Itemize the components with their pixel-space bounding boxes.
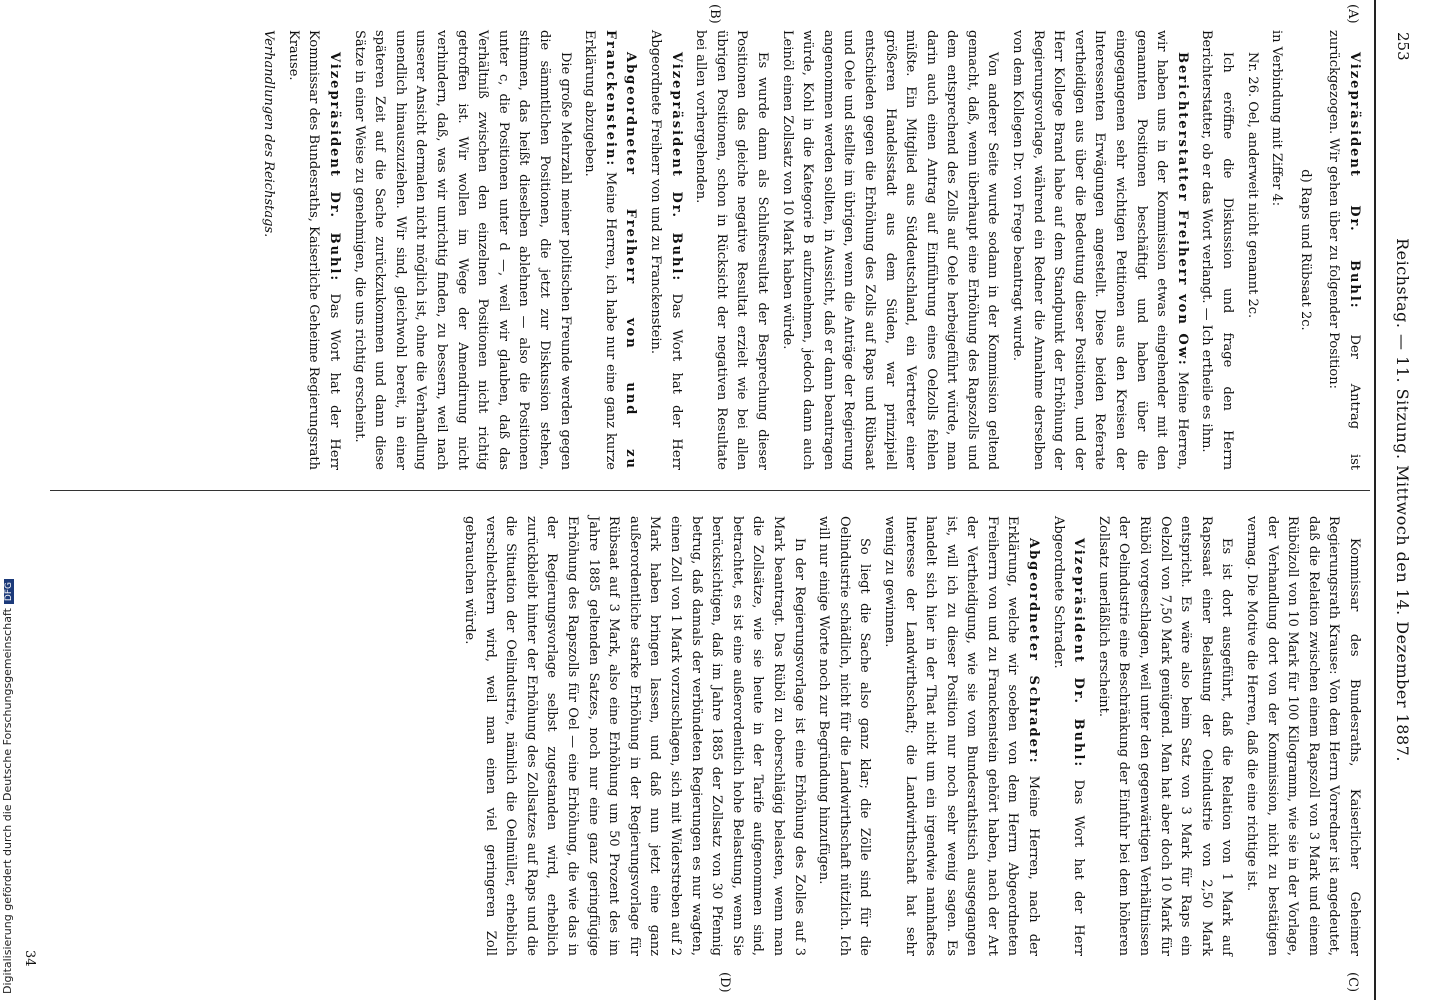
paragraph: Die große Mehrzahl meiner politischen Freunde werden gegen die sämmtlichen Positionen, die jetzt zur Diskussion stehen, stimmen, das heißt dieselben ablehnen — also die Positionen unter c, die Positionen unter d —, weil wir glauben, daß das Verhältniß zwischen den einzelnen Positionen nicht richtig getroffen ist. Wir wollen im Wege der Amendirung nicht verhindern, daß, was wir unrichtig finden, zu bessern, weil nach unserer Ansicht dermalen nicht möglich ist, ohne die Verhandlung unendlich hinauszuziehen. Wir sind, gleichwohl bereit, in einer späteren Zeit auf die Sache zurückzukommen und dann diese Sätze in einer Weise zu genehmigen, die uns richtig erscheint.: [351, 30, 573, 470]
paragraph: Von anderer Seite wurde sodann in der Kommission geltend gemacht, daß, wenn überhaupt eine Erhöhung des Rapszolls und dem entsprechend des Zolls auf Oele herbeigeführt würde, man darin auch einen Antrag auf Einführung eines Oelzolls fehlen müßte. Ein Mitglied aus Süddeutschland, ein Vertreter einer größeren Handelsstadt aus dem Süden, war prinzipiell entschieden gegen die Erhöhung des Zolls auf Raps und Rübsaat und Oele und stellte im übrigen, wenn die Anträge der Regierung angenommen werden sollten, in Aussicht, daß er dann beantragen würde, Kohl in die Kategorie B aufzunehmen, jedoch dann auch Leinöl einen Zollsatz von 10 Mark haben würde.: [779, 30, 1001, 470]
digitization-note: [1, 579, 14, 994]
paragraph: So liegt die Sache also ganz klar; die Zölle sind für die Oelindustrie schädlich, nicht für die Landwirthschaft nützlich. Ich will nur einige Worte noch zur Begründung hinzufügen.: [816, 516, 873, 956]
speaker-name: Vizepräsident Dr. Buhl:: [327, 52, 343, 283]
paragraph: [1047, 516, 1088, 956]
digitization-text: Digitalisierung gefördert durch die Deutsche Forschungsgemeinschaft: [1, 608, 14, 994]
speaker-name: Berichterstatter Freiherr von Ow:: [1174, 52, 1190, 367]
column-footer: Verhandlungen des Reichstags.: [261, 30, 277, 238]
paragraph: [1007, 30, 1192, 470]
paragraph: Es ist dort ausgeführt, daß die Relation von 1 Mark auf Rapssaat einer Belastung der Oelindustrie von 2,50 Mark entspricht. Es wäre also beim Satz von 3 Mark für Raps ein Oelzoll von 7,50 Mark genügend. Man hat aber doch 10 Mark für Rüböl vorgeschlagen, weil unter den gegenwärtigen Verhältnissen der Oelindustrie eine Beschränkung der Einfuhr bei dem höheren Zollsatz unerläßlich erscheint.: [1095, 516, 1235, 956]
paragraph-text: Meine Herren, wir haben uns in der Kommission etwas eingehender mit den genannten Positionen beschäftigt und haben über die eingegangenen sehr wichtigen Petitionen aus den Kreisen der Interessenten Erwägungen angestellt. Diese beiden Referate vertheidigen aus über die Bedeutung dieser Positionen, und der Herr Kollege Brand habe auf dem Standpunkt der Erhöhung der Regierungsvorlage, während ein Redner die Annahme derselben von dem Kollegen Dr. von Frege beantragt wurde.: [1010, 30, 1190, 470]
margin-marker-d: (D): [717, 972, 732, 993]
paragraph: [282, 30, 344, 470]
paragraph-text: Meine Herren, nach der Erklärung, welche wir soeben von dem Herrn Abgeordneten Freiherrn von und zu Franckenstein gehört haben, nach der Art der Vertheidigung, wie sie vom Bundesrathstisch ausgegangen ist, will ich zu dieser Position nur noch sehr wenig sagen. Es handelt sich hier in der That nicht um ein irgendwie namhaftes Interesse der Landwirthschaft; die Landwirthschaft hat sehr wenig zu gewinnen.: [881, 516, 1042, 956]
right-column: [454, 516, 1364, 956]
paragraph: Nr. 26. Oel, anderweit nicht genannt 2c.: [1244, 52, 1260, 319]
speaker-name: Vizepräsident Dr. Buhl:: [1071, 538, 1087, 769]
paragraph-text: Das Wort hat der Herr Kommissar des Bundesraths, Kaiserliche Geheime Regierungsrath Krause.: [285, 30, 343, 470]
paragraph: [579, 30, 641, 470]
speaker-name: Vizepräsident Dr. Buhl:: [1347, 52, 1362, 310]
paragraph: in Verbindung mit Ziffer 4:: [1269, 30, 1285, 207]
paragraph: d) Raps und Rübsaat 2c.: [1297, 169, 1313, 331]
paragraph: Es wurde dann als Schlußresultat der Besprechung dieser Positionen das gleiche negative Resultat erzielt wie bei allen übrigen Positionen, schon in Rücksicht der negativen Resultate bei allen vorhergehenden.: [693, 30, 770, 470]
margin-marker-c: (C): [1345, 972, 1360, 993]
paragraph: Kommissar des Bundesraths, Kaiserlicher Geheimer Regierungsrath Krause: Von dem Herrn Vorredner ist angedeutet, daß die Relation zwischen einem Rapszoll von 3 Mark und einem Rübölzoll von 10 Mark für 100 Kilogramm, wie sie in der Vorlage, der Verhandlung dort von der Kommission, nicht zu bestätigen vermag. Die Motive die Herren, daß die eine richtige ist.: [1244, 516, 1362, 956]
margin-marker-b: (B): [707, 4, 722, 24]
speaker-name: Vizepräsident Dr. Buhl:: [668, 52, 684, 283]
left-column: [254, 30, 1364, 470]
paragraph-text: Meine Herren, ich habe nur eine ganz kurze Erklärung abzugeben.: [582, 30, 618, 470]
folio-number: 34: [22, 950, 37, 967]
speaker-name: Abgeordneter Schrader:: [1026, 538, 1042, 765]
page-header: [1374, 0, 1432, 1000]
digitization-footer: [0, 0, 16, 1000]
column-divider: [50, 490, 1370, 491]
page-number: 253: [1394, 32, 1412, 61]
running-title: Reichstag. — 11. Sitzung. Mittwoch den 14. Dezember 1887.: [1393, 238, 1412, 762]
paragraph-text: Das Wort hat der Herr Abgeordnete Freiherr von und zu Franckenstein.: [648, 30, 684, 470]
paragraph-text: Das Wort hat der Herr Abgeordnete Schrader.: [1050, 516, 1087, 956]
paragraph: Ich eröffne die Diskussion und frage den Herrn Berichterstatter, ob er das Wort verlangt. — Ich ertheile es ihm.: [1199, 30, 1236, 470]
paragraph: [878, 516, 1043, 956]
paragraph: [1323, 30, 1364, 470]
paragraph: In der Regierungsvorlage ist eine Erhöhung des Zolles auf 3 Mark beantragt. Das Rüböl zu oberschlägig belasten, wenn man die Zollsätze, wie sie heute in der Tarife aufgenommen sind, betrachtet, es ist eine außerordentlich hohe Belastung, wenn Sie berücksichtigen, daß im Jahre 1885 der Zollsatz von 30 Pfennig betrug, daß damals der verbündeten Regierungen es nur wagten, einen Zoll von 1 Mark vorzuschlagen, sich mit Widerstreben auf 2 Mark haben bringen lassen, und daß nun jetzt eine ganz außerordentliche starke Erhöhung in der Regierungsvorlage für Rübsaat auf 3 Mark, also eine Erhöhung um 50 Prozent des im Jahre 1885 geltenden Satzes, noch nur eine ganz geringfügige Erhöhung des Rapszolls für Oel — eine Erhöhung, die wie das in der Regierungsvorlage selbst zugestanden wird, erheblich zurückbleibt hinter der Erhöhung des Zollsatzes auf Raps und die die Situation der Oelindustrie, nämlich die Oelmüller, erheblich verschlechtern wird, weil man einen viel geringeren Zoll gebrauchen würde.: [462, 516, 807, 956]
speaker-name: Abgeordneter Freiherr von und zu Franckenstein:: [602, 30, 639, 470]
dfg-logo: DFG: [4, 579, 14, 604]
margin-marker-a: (A): [1345, 4, 1360, 24]
paragraph-text: Der Antrag ist zurückgezogen. Wir gehen über zu folgender Position:: [1326, 30, 1362, 470]
paragraph: [644, 30, 685, 470]
